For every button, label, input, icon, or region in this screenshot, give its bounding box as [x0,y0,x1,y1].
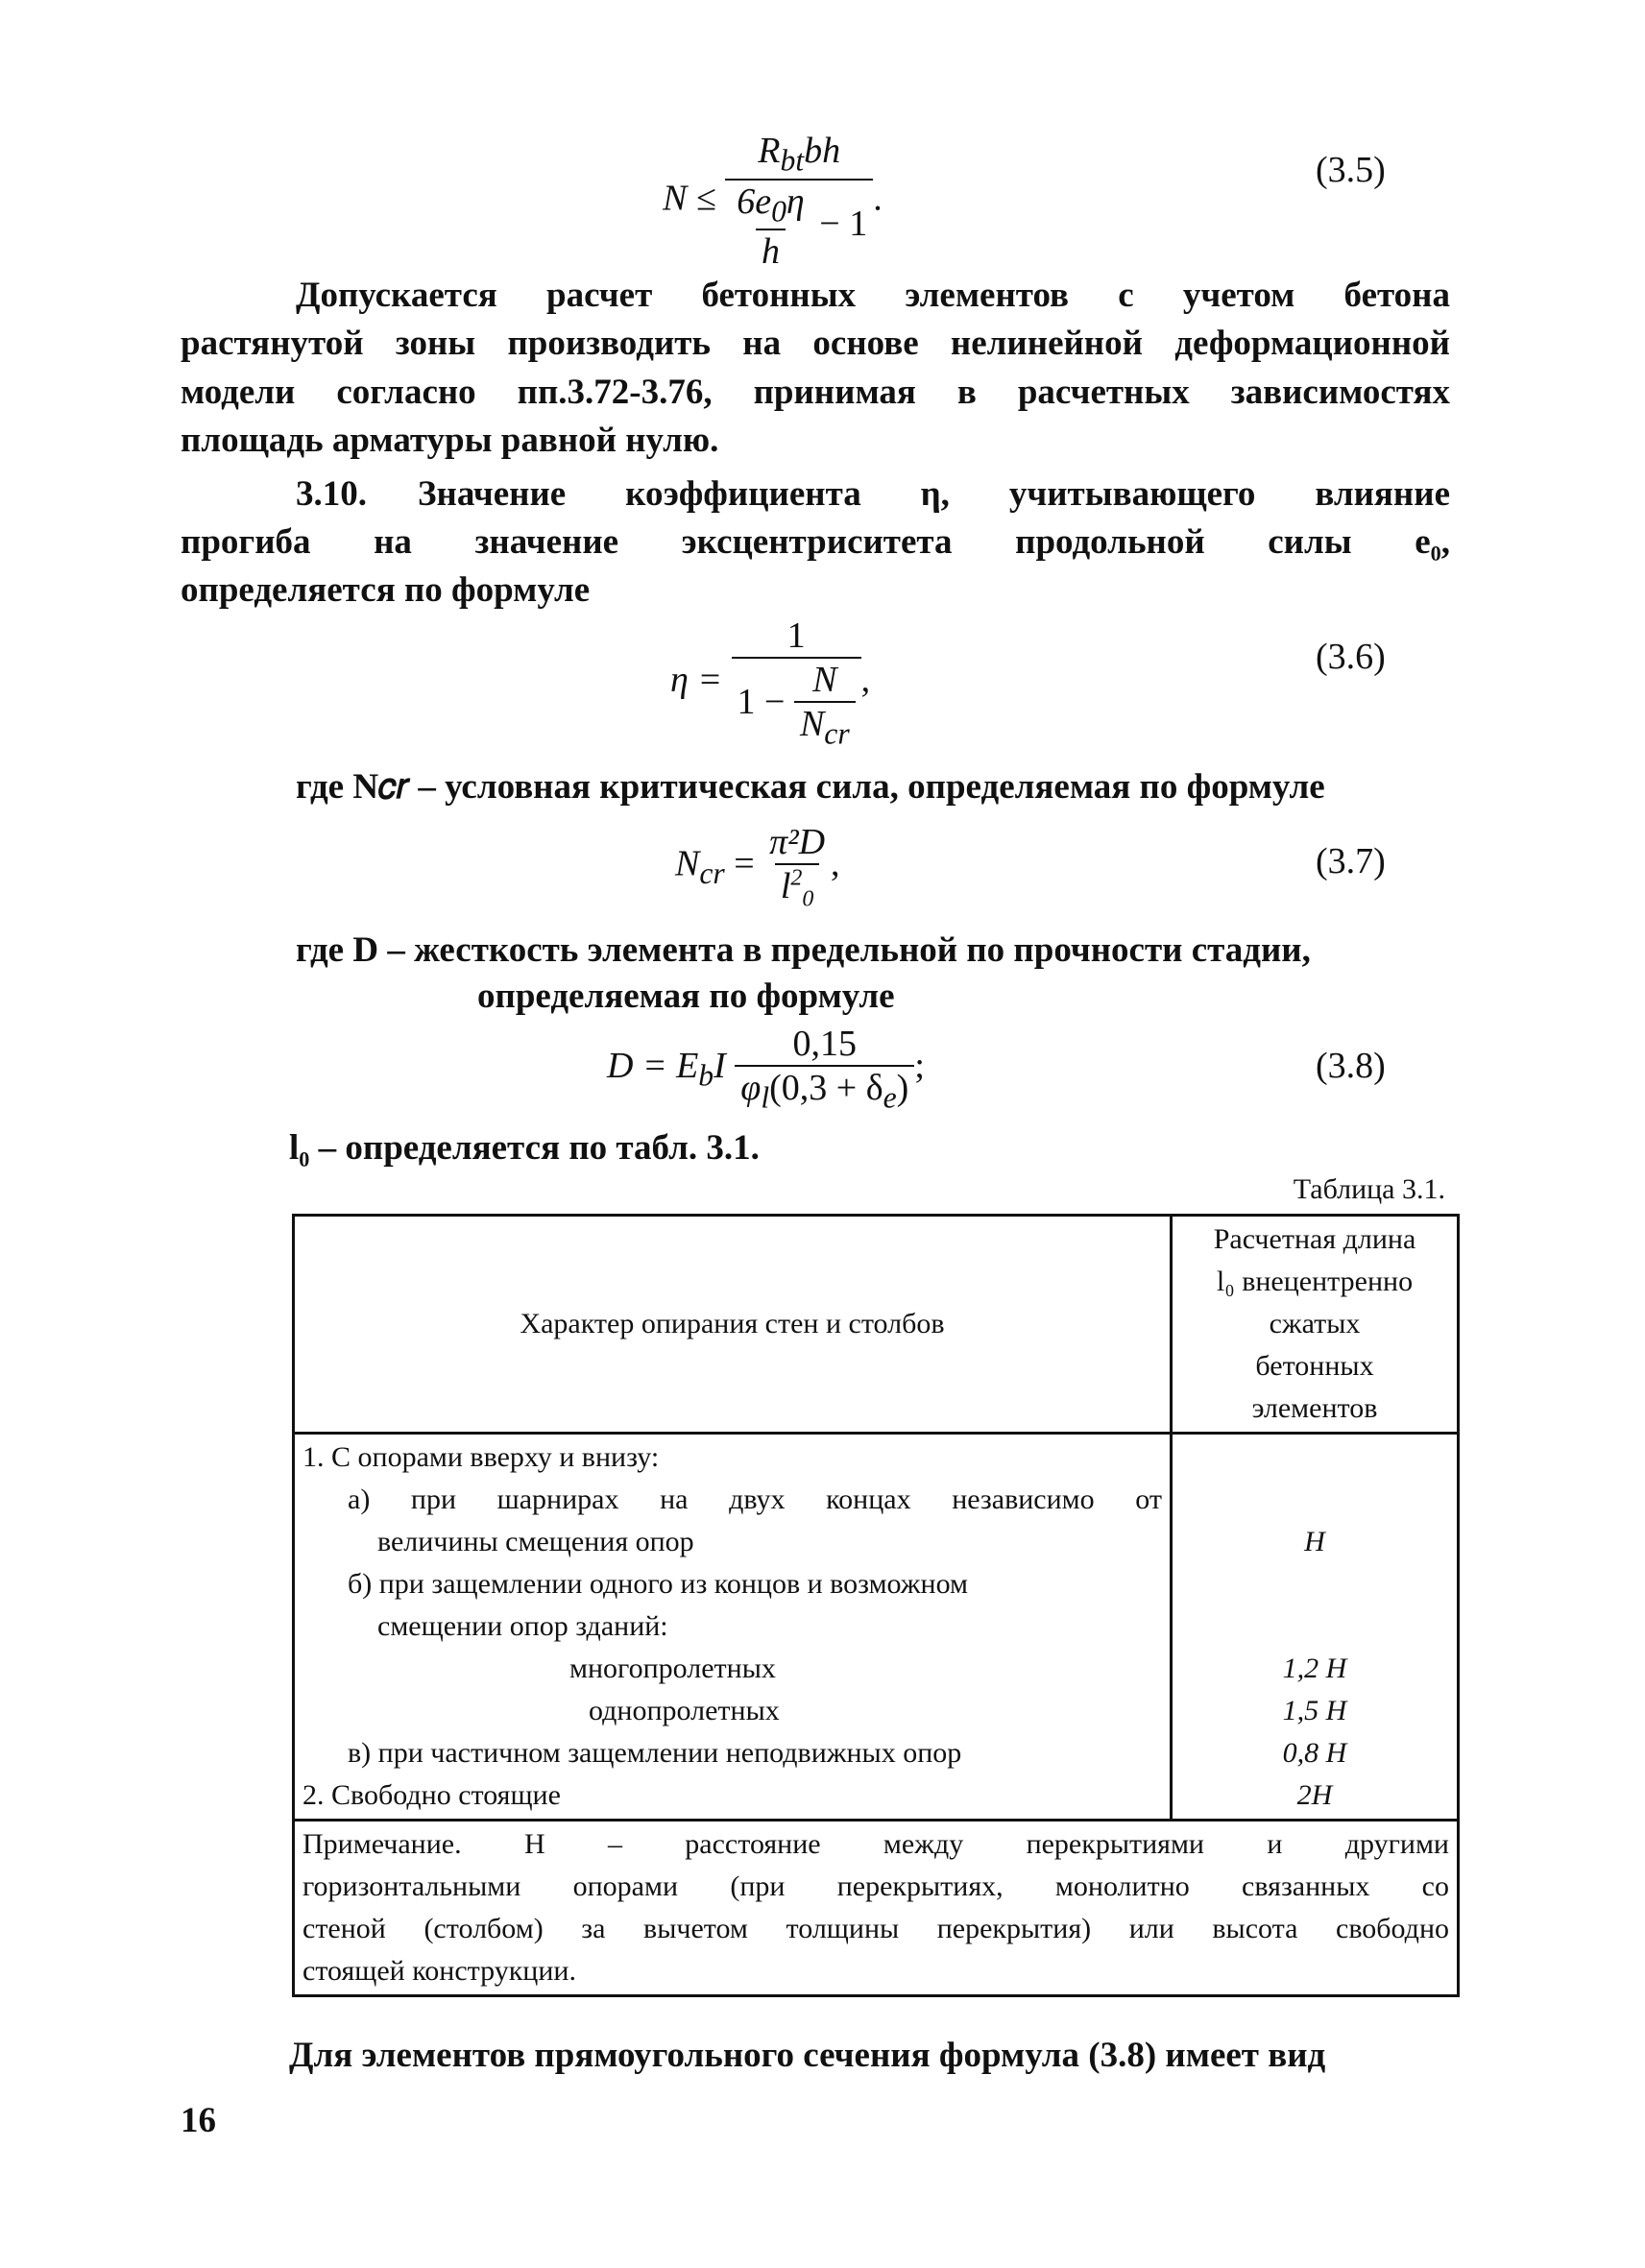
inner-den [794,701,856,752]
sub: cr [699,857,725,891]
close: ) [896,1068,909,1108]
table-row: 2. Свободно стоящие [302,1779,561,1811]
table-value [1180,1436,1449,1479]
equation-label-3-8: (3.8) [1316,1046,1386,1086]
paragraph-line: Значение коэффициента η, учитывающего влияние [418,474,1450,514]
numerator: π²D [769,822,826,862]
header-col2 [1172,1216,1459,1434]
table-caption: Таблица 3.1. [1293,1173,1445,1205]
header-line: l₀ внецентренно [1216,1266,1414,1297]
paragraph-line: площадь арматуры равной нулю. [181,421,719,460]
ncr: N [675,843,700,884]
table-row: б) при защемлении одного из концов и возможном [348,1568,968,1600]
paragraph-line: l₀ – определяется по табл. 3.1. [289,1128,760,1168]
table-3-1 [292,1214,1460,1997]
lead: 1 − [737,682,786,723]
fraction [732,615,861,752]
dot: . [873,178,883,219]
header-line: сжатых [1269,1308,1361,1339]
page-number: 16 [181,2101,216,2140]
formula-3-5 [663,130,883,273]
fraction [735,1023,914,1116]
table-row: а) при шарнирах на двух концах независимо от [348,1484,1162,1515]
semicolon: ; [914,1046,925,1087]
numerator [752,130,846,179]
fraction [763,821,831,913]
table-body-row [294,1434,1459,1821]
header-line: Расчетная длина [1213,1223,1416,1255]
paragraph-line: Для элементов прямоугольного сечения формула (3.8) имеет вид [289,2036,1326,2075]
ncr: N [799,704,825,744]
eq: = [734,843,755,884]
table-value: H [1304,1526,1325,1557]
table-row: в) при частичном защемлении неподвижных опор [348,1737,962,1769]
header-line: бетонных [1255,1350,1374,1382]
l: l [780,866,791,906]
comma: , [860,660,871,701]
numerator: 1 [786,615,806,656]
table-row: величины смещения опор [377,1526,694,1557]
formula-3-7 [675,821,840,913]
inner-fraction [794,659,856,752]
table-value [1180,1605,1449,1648]
formula-lhs: N ≤ [663,178,716,219]
phi: φ [740,1068,762,1108]
inner-num: N [812,660,837,700]
equation-label-3-5: (3.5) [1316,150,1386,190]
paragraph-line: модели согласно пп.3.72-3.76, принимая в расчетных зависимостях [181,373,1450,412]
table-value: 1,5 H [1282,1695,1347,1726]
table-row: 1. С опорами вверху и внизу: [302,1441,660,1473]
inner-num [731,181,810,229]
formula-3-8 [607,1023,925,1116]
table-note-row [294,1821,1459,1996]
paragraph-line: растянутой зоны производить на основе нелинейной деформационной [181,324,1450,363]
t: 6e [737,181,772,222]
s: bt [780,143,805,178]
equation-label-3-6: (3.6) [1316,637,1386,677]
header-line: элементов [1251,1392,1378,1424]
denominator [775,863,820,913]
minus: − 1 [819,203,868,244]
table-value [1180,1563,1449,1605]
paragraph-line: Допускается расчет бетонных элементов с учетом бетона [296,276,1450,315]
table-header-row [294,1216,1459,1434]
sub: l [761,1080,770,1115]
formula-3-6 [670,615,870,752]
paragraph-line: определяется по формуле [181,570,591,610]
rest: (0,3 + δ [769,1068,883,1108]
s: 0 [771,194,786,229]
note-line: горизонтальными опорами (при перекрытиях, монолитно связанных со [302,1870,1449,1902]
note-line: Примечание. H – расстояние между перекрытиями и другими [302,1828,1449,1860]
formula-lhs: η = [670,660,722,701]
sub: b [698,1058,714,1093]
note-line: стеной (столбом) за вычетом толщины перекрытия) или высота свободно [302,1913,1449,1944]
n: R [758,131,781,171]
sup: 2 [790,865,803,891]
table-note [294,1821,1459,1996]
section-number: 3.10. [296,474,367,514]
lhs: D = E [607,1046,699,1087]
sub: 0 [802,886,814,912]
table-row: многопролетных [569,1653,776,1684]
table-value: 1,2 H [1282,1653,1347,1684]
denominator [735,1065,914,1116]
sub: cr [824,716,850,751]
inner-den: h [756,229,786,273]
eta: η [786,181,805,222]
fraction [725,130,873,273]
table-value [1180,1479,1449,1521]
inner-fraction [731,181,810,274]
numerator: 0,15 [792,1024,858,1064]
header-col1: Характер опирания стен и столбов [294,1216,1172,1434]
length-values [1172,1434,1459,1821]
table-row: однопролетных [589,1695,780,1726]
denominator [732,657,861,752]
table-value: 2H [1296,1779,1333,1811]
table-row: смещении опор зданий: [377,1610,668,1642]
paragraph-line: прогиба на значение эксцентриситета продольной силы e₀, [181,522,1450,562]
sub: e [883,1080,897,1115]
paragraph-line: определяемая по формуле [477,977,895,1016]
comma: , [831,843,840,884]
support-types [294,1434,1172,1821]
denominator [725,179,873,274]
r: bh [804,131,841,171]
table-value: 0,8 H [1282,1737,1347,1769]
i: I [714,1046,726,1087]
paragraph-line: где N𝑐𝑟 – условная критическая сила, определяемая по формуле [296,767,1325,807]
equation-label-3-7: (3.7) [1316,841,1386,881]
paragraph-line: где D – жесткость элемента в предельной по прочности стадии, [296,930,1311,970]
note-line: стоящей конструкции. [302,1955,576,1987]
